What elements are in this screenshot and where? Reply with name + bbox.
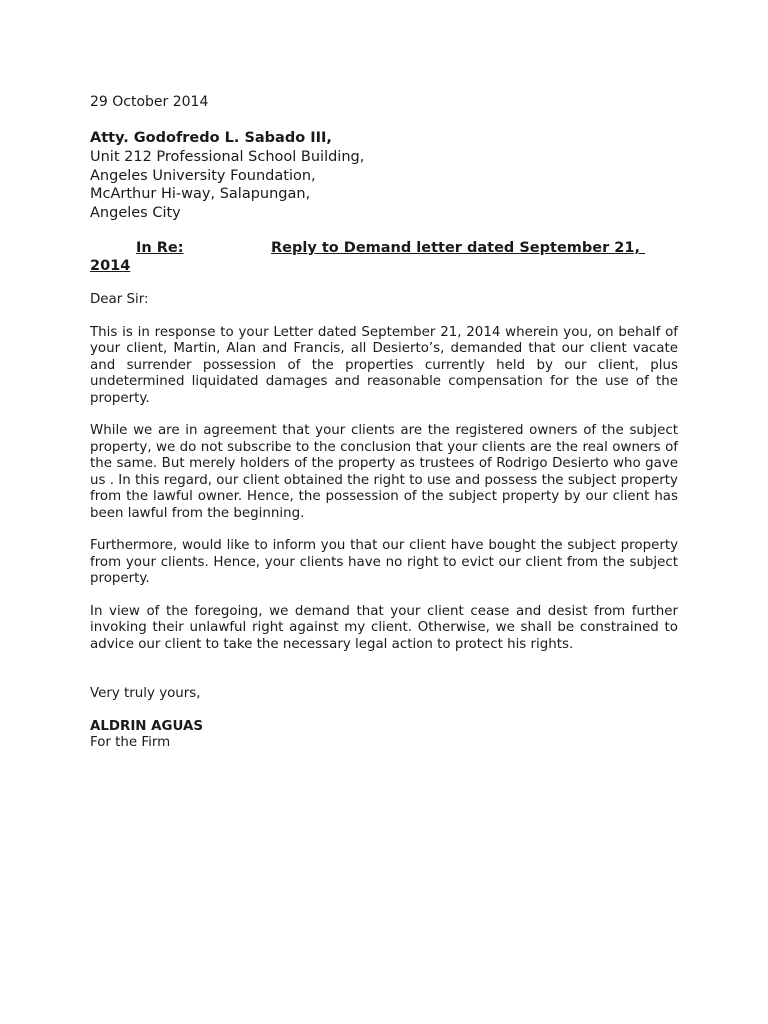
recipient-block: [90, 128, 678, 222]
body-paragraph: In view of the foregoing, we demand that your client cease and desist from further invoking their unlawful right against my client. Otherwise, we shall be constrained to advice our client to take the necessary legal action to protect his rights.: [90, 603, 678, 652]
address-line: Angeles City: [90, 204, 181, 221]
body-paragraph: Furthermore, would like to inform you that our client have bought the subject property from your clients. Hence, your clients have no right to evict our client from the subject property.: [90, 538, 678, 586]
recipient-name: Atty. Godofredo L. Sabado III,: [90, 130, 332, 146]
subject-text-continued: 2014: [90, 258, 131, 274]
closing: Very truly yours,: [90, 686, 201, 701]
signer-name: ALDRIN AGUAS: [90, 718, 203, 734]
letter-date: 29 October 2014: [90, 94, 209, 110]
body-paragraph: This is in response to your Letter dated September 21, 2014 wherein you, on behalf of your client, Martin, Alan and Francis, all Desierto’s, demanded that our client vacate and surrender possession of the properties currently held by our client, plus undetermined liquidated damages and reasonable compensation for the use of the property.: [90, 324, 678, 406]
subject-line: [90, 239, 678, 275]
address-line: Unit 212 Professional School Building,: [90, 149, 365, 165]
signer-role: For the Firm: [90, 735, 171, 750]
body-paragraph: While we are in agreement that your clients are the registered owners of the subject property, we do not subscribe to the conclusion that your clients are the real owners of the same. But merely holders of the property as trustees of Rodrigo Desierto who gave us . In this regard, our client obtained the right to use and possess the subject property from the lawful owner. Hence, the possession of the subject property by our client has been lawful from the beginning.: [90, 423, 678, 521]
subject-text: Reply to Demand letter dated September 21,: [271, 240, 646, 256]
address-line: McArthur Hi-way, Salapungan,: [90, 186, 311, 202]
address-line: Angeles University Foundation,: [90, 167, 316, 184]
letter-page: [90, 92, 678, 752]
subject-label: In Re:: [136, 240, 184, 256]
salutation: Dear Sir:: [90, 292, 149, 307]
